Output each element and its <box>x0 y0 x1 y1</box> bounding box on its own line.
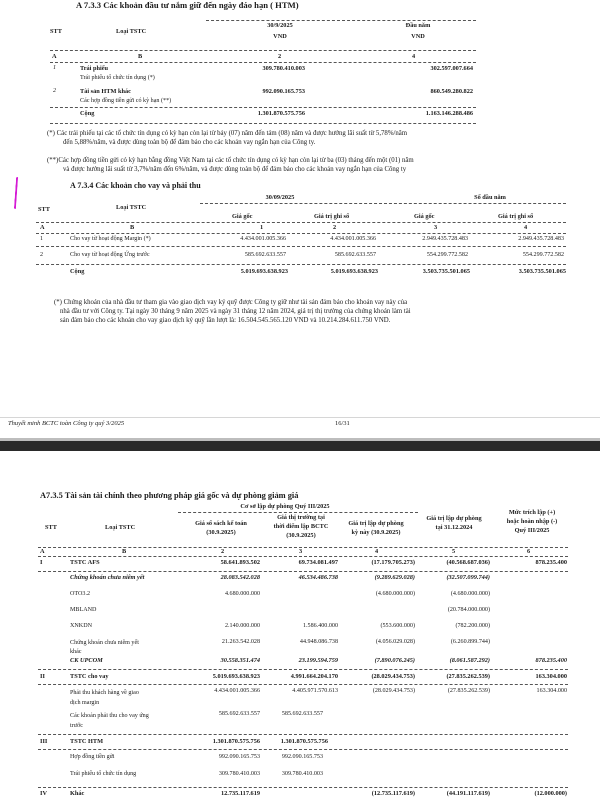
total-open: 1.163.146.288.486 <box>425 110 473 117</box>
row-c5: (40.568.687.036) <box>446 559 490 566</box>
row-c6: 163.304.000 <box>535 673 567 680</box>
row-value-open: 860.549.280.822 <box>430 88 473 95</box>
row-name: Khác <box>70 790 85 797</box>
col-header-provision-prior: Giá trị lập dự phòng tại 31.12.2024 <box>426 515 482 531</box>
row-c2: 21.263.542.028 <box>221 639 260 645</box>
footnote-margin-collateral: (*) Chứng khoán của nhà đầu tư tham gia vào giao dịch vay ký quỹ được Công ty giữ như tài sản đảm bảo cho khoản vay này của nhà đầu tư với Công ty. Tại ngày 30 tháng 9 năm 2025 và ngày 31 tháng 12 năm 2024, giá trị thị trường của chứng khoán làm tài sản đảm bảo cho các khoản cho vay giao dịch ký quỹ lần lượt là: 16.504.545.565.120 VND và 10.214.284.611.750 VND. <box>54 299 411 324</box>
row-book-open: 554.299.772.582 <box>522 252 564 258</box>
row-c2: 5.019.693.638.923 <box>212 673 260 680</box>
pen-annotation-mark <box>14 177 19 209</box>
total-book-current: 5.019.693.638.923 <box>330 268 378 275</box>
row-name: Phải thu khách hàng về giao dịch margin <box>70 690 139 706</box>
row-name: Tài sản HTM khác <box>80 88 131 95</box>
col-header-loai: Loại TSTC <box>116 204 147 211</box>
index-4: 4 <box>412 53 416 60</box>
row-c6: 163.304.000 <box>536 688 567 694</box>
row-c5: (782.200.000) <box>455 623 490 629</box>
row-name: TSTC AFS <box>70 559 100 566</box>
row-c4: (17.179.705.273) <box>371 559 415 566</box>
col-header-change: Mức trích lập (+) hoặc hoàn nhập (-) Quý III/2025 <box>506 509 558 534</box>
total-label: Cộng <box>70 268 85 275</box>
col-header-open: Đầu năm <box>405 22 431 29</box>
row-c4: (28.029.434.753) <box>371 673 415 680</box>
row-stt: IV <box>40 790 47 797</box>
col-header-provision-current: Giá trị lập dự phòng kỳ này (30.9.2025) <box>348 520 404 536</box>
index-5: 5 <box>452 548 456 555</box>
divider <box>38 571 568 572</box>
row-c5: (27.835.262.539) <box>447 688 490 694</box>
row-name: OTO3.2 <box>70 591 91 597</box>
col-header-period-open: Số đầu năm <box>474 194 506 201</box>
row-book-open: 2.949.435.728.483 <box>518 236 564 242</box>
divider <box>36 246 566 247</box>
row-c5: (27.835.262.539) <box>446 673 490 680</box>
row-stt: 1 <box>53 65 57 71</box>
row-stt: 1 <box>40 236 44 242</box>
section-title-loans: A 7.3.4 Các khoản cho vay và phải thu <box>70 181 201 190</box>
row-c5: (4.680.000.000) <box>450 591 490 597</box>
row-value-current: 992.090.165.753 <box>262 88 305 95</box>
divider <box>38 734 568 735</box>
row-c3: 992.090.165.753 <box>281 754 323 760</box>
divider <box>50 123 476 124</box>
row-cost-current: 585.692.633.557 <box>244 252 286 258</box>
total-cost-current: 5.019.693.638.923 <box>240 268 288 275</box>
row-c6: 878.235.400 <box>535 657 567 664</box>
row-c3: 585.692.633.557 <box>281 711 323 717</box>
total-label: Cộng <box>80 110 95 117</box>
col-header-book: Giá trị ghi sổ <box>314 213 350 220</box>
row-c2: 30.558.351.474 <box>220 657 260 664</box>
row-name: Chứng khoán chưa niêm yết khác <box>70 640 139 655</box>
row-c3: 4.991.664.204.170 <box>290 673 338 680</box>
row-c5: (32.507.099.744) <box>446 574 490 581</box>
row-stt: 2 <box>40 252 44 258</box>
divider <box>38 684 568 685</box>
col-header-period-current: 30/09/2025 <box>265 194 295 201</box>
row-c6: (12.000.000) <box>534 790 567 797</box>
row-c2: 585.692.633.557 <box>218 711 260 717</box>
row-c2: 309.780.410.003 <box>218 771 260 777</box>
row-book-current: 4.434.001.005.366 <box>330 236 376 242</box>
divider <box>38 749 568 750</box>
total-cost-open: 3.503.735.501.065 <box>422 268 470 275</box>
row-c5: (8.061.587.292) <box>449 657 490 664</box>
index-b: B <box>138 53 143 60</box>
row-name: Hợp đồng tiền gửi <box>70 754 115 760</box>
row-c2: 992.090.165.753 <box>218 754 260 760</box>
col-group-header: Cơ sở lập dự phòng Quý III/2025 <box>240 503 330 510</box>
index-a: A <box>40 548 45 555</box>
col-header-loai: Loại TSTC <box>105 524 136 531</box>
col-header-stt: STT <box>45 524 57 531</box>
row-c3: 69.734.081.497 <box>298 559 338 566</box>
col-header-stt: STT <box>38 206 50 213</box>
divider <box>36 233 566 234</box>
row-c3: 23.199.594.759 <box>298 657 338 664</box>
col-header-current: 30/9/2025 <box>267 22 293 29</box>
col-header-cost: Giá gốc <box>414 213 435 220</box>
row-c3: 1.586.400.000 <box>302 623 338 629</box>
footnote-bonds: (*) Các trái phiếu tại các tổ chức tín dụng có kỳ hạn còn lại từ bảy (07) năm đến tám (08) năm và được hưởng lãi suất từ 5,78%/năm đến 5,88%/năm, và được dùng toàn bộ để đảm bảo cho các khoản vay ngắn hạn của Công ty. <box>47 130 408 146</box>
row-c3: 1.301.870.575.756 <box>280 738 328 745</box>
row-cost-current: 4.434.001.005.366 <box>240 236 286 242</box>
row-c5: (6.260.899.744) <box>450 639 490 645</box>
col-header-current-unit: VND <box>273 33 287 40</box>
col-header-stt: STT <box>50 28 62 35</box>
divider <box>50 50 476 51</box>
index-4: 4 <box>524 224 528 231</box>
row-name: Cho vay từ hoạt động Margin (*) <box>70 236 151 242</box>
row-c2: 4.680.000.000 <box>224 591 260 597</box>
col-header-cost: Giá gốc <box>232 213 253 220</box>
col-header-open-unit: VND <box>411 33 425 40</box>
divider <box>38 787 568 788</box>
footer-rule <box>0 417 600 418</box>
col-header-loai: Loại TSTC <box>116 28 147 35</box>
total-current: 1.301.870.575.756 <box>257 110 305 117</box>
row-cost-open: 2.949.435.728.483 <box>422 236 468 242</box>
row-book-current: 585.692.633.557 <box>334 252 376 258</box>
divider <box>50 107 476 108</box>
row-name: TSTC cho vay <box>70 673 109 680</box>
row-stt: I <box>40 559 43 566</box>
row-stt: 2 <box>53 88 57 94</box>
row-c4: (4.680.000.000) <box>375 591 415 597</box>
row-c3: 4.405.971.570.613 <box>292 688 338 694</box>
index-a: A <box>40 224 45 231</box>
row-c4: (7.890.076.245) <box>374 657 415 664</box>
row-c2: 28.083.542.028 <box>220 574 260 581</box>
row-name: Các khoản phải thu cho vay ứng trước <box>70 713 149 729</box>
footer-page-number: 16/31 <box>335 420 350 427</box>
row-subname: Các hợp đồng tiền gửi có kỳ hạn (**) <box>80 98 172 104</box>
row-value-open: 302.597.007.664 <box>430 65 473 72</box>
row-stt: III <box>40 738 48 745</box>
row-name: CK UPCOM <box>70 657 103 664</box>
row-c4: (9.289.629.028) <box>374 574 415 581</box>
section-title-htm: A 7.3.3 Các khoản đầu tư nắm giữ đến ngày đáo hạn ( HTM) <box>76 0 299 10</box>
divider <box>38 547 568 548</box>
page-separator <box>0 441 600 451</box>
row-c5: (20.784.000.000) <box>447 607 490 613</box>
divider <box>36 264 566 265</box>
divider <box>36 222 566 223</box>
footer-doc-name: Thuyết minh BCTC toàn Công ty quý 3/2025 <box>8 420 125 427</box>
row-c3: 46.534.486.738 <box>298 574 338 581</box>
row-name: Trái phiếu tổ chức tín dụng <box>70 771 137 777</box>
row-name: XNKDN <box>70 623 93 629</box>
row-c2: 12.735.117.619 <box>220 790 260 797</box>
row-c3: 309.780.410.003 <box>281 771 323 777</box>
col-header-market-value: Giá thị trường tại thời điểm lập BCTC (30.9.2025) <box>273 514 329 539</box>
index-a: A <box>52 53 57 60</box>
divider <box>38 669 568 670</box>
divider <box>50 62 476 63</box>
row-value-current: 309.780.410.003 <box>262 65 305 72</box>
row-name: Cho vay từ hoạt động Ứng trước <box>70 252 150 258</box>
row-c2: 4.434.001.005.366 <box>214 688 260 694</box>
row-name: Trái phiếu <box>80 65 109 72</box>
divider <box>200 203 566 204</box>
index-3: 3 <box>299 548 303 555</box>
index-2: 2 <box>278 53 282 60</box>
index-b: B <box>122 548 127 555</box>
divider <box>38 556 568 557</box>
col-header-book: Giá trị ghi sổ <box>498 213 534 220</box>
row-c3: 44.948.086.738 <box>299 639 338 645</box>
total-book-open: 3.503.735.501.065 <box>518 268 566 275</box>
row-cost-open: 554.299.772.582 <box>426 252 468 258</box>
row-c5: (44.191.117.619) <box>446 790 490 797</box>
row-name: Chứng khoán chưa niêm yết <box>70 574 145 581</box>
row-c4: (12.735.117.619) <box>371 790 415 797</box>
row-c4: (553.600.000) <box>380 623 415 629</box>
section-title-provisions: A7.3.5 Tài sản tài chính theo phương pháp giá gốc và dự phòng giảm giá <box>40 491 299 500</box>
document-page-17 <box>0 451 600 800</box>
col-header-book-value: Giá sổ sách kế toán (30.9.2025) <box>195 520 247 536</box>
footnote-deposits: (**)Các hợp đồng tiền gửi có kỳ hạn bằng đồng Việt Nam tại các tổ chức tín dụng có kỳ hạn còn lại từ ba (03) tháng đến một (01) năm và được hưởng lãi suất từ 3,7%/năm đến 6%/năm, và được dùng toàn bộ để đảm bảo cho các khoản vay ngắn hạn của Công ty <box>47 157 414 173</box>
row-c2: 1.301.870.575.756 <box>212 738 260 745</box>
row-c2: 58.641.893.502 <box>220 559 260 566</box>
row-name: TSTC HTM <box>70 738 104 745</box>
row-name: MBLAND <box>70 607 97 613</box>
index-2: 2 <box>221 548 225 555</box>
divider <box>206 20 476 21</box>
index-2: 2 <box>333 224 337 231</box>
index-4: 4 <box>375 548 379 555</box>
row-c4: (28.029.434.753) <box>372 688 415 694</box>
row-stt: II <box>40 673 45 680</box>
index-b: B <box>130 224 135 231</box>
index-3: 3 <box>434 224 438 231</box>
index-1: 1 <box>260 224 264 231</box>
row-c4: (4.056.029.028) <box>375 639 415 645</box>
row-c6: 878.235.400 <box>535 559 567 566</box>
row-c2: 2.140.000.000 <box>224 623 260 629</box>
index-6: 6 <box>527 548 531 555</box>
row-subname: Trái phiếu tổ chức tín dụng (*) <box>80 75 155 81</box>
